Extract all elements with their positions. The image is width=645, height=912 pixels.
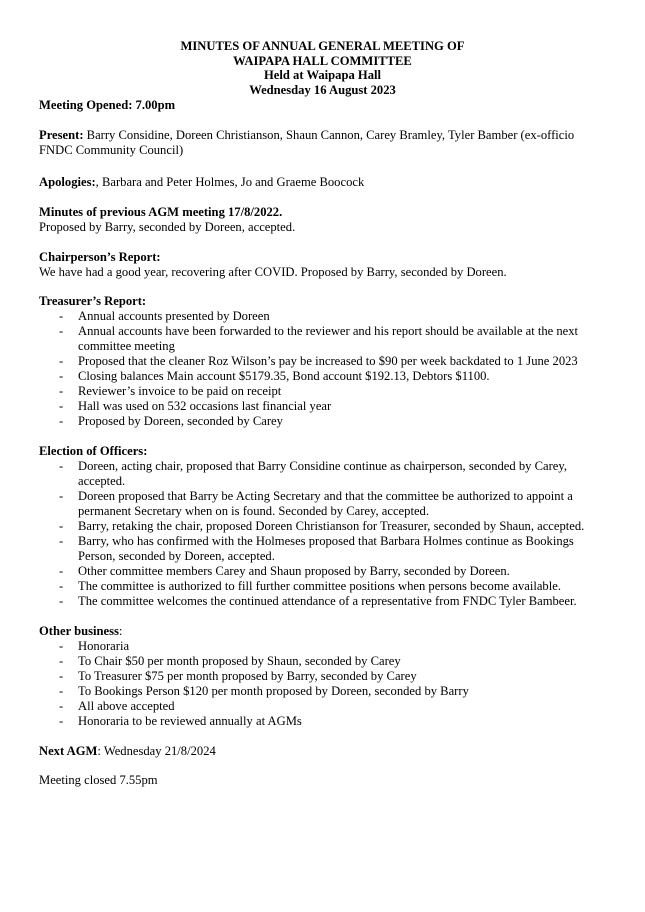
list-item-line: The committee welcomes the continued attendance of a representative from FNDC Tyler Bambeer. [78,594,577,608]
previous-minutes-section [39,205,611,235]
chair-report-text: We have had a good year, recovering after COVID. Proposed by Barry, seconded by Doreen. [39,265,507,279]
list-dash: - [59,714,64,728]
list-item-line: Reviewer’s invoice to be paid on receipt [78,384,282,398]
list-item-line: To Treasurer $75 per month proposed by Barry, seconded by Carey [78,669,417,683]
other-business-section [39,624,611,729]
list-item-line: Closing balances Main account $5179.35, Bond account $192.13, Debtors $1100. [78,369,490,383]
list-dash: - [59,519,64,533]
list-item-line: Doreen proposed that Barry be Acting Secretary and that the committee be authorized to appoint a [78,489,573,503]
list-item [39,324,611,354]
treasurer-report-heading: Treasurer’s Report: [39,294,147,308]
list-item-line: Proposed by Doreen, seconded by Carey [78,414,283,428]
list-item-line: Honoraria [78,639,130,653]
chair-report-heading: Chairperson’s Report: [39,250,161,264]
election-list [39,459,611,609]
list-dash: - [59,579,64,593]
other-business-list [39,639,611,729]
list-item-line: permanent Secretary when on is found. Seconded by Carey, accepted. [78,504,429,518]
present-text-line-2: FNDC Community Council) [39,143,184,157]
list-item-line: Person, seconded by Doreen, accepted. [78,549,275,563]
apologies-label: Apologies: [39,175,96,189]
list-item-line: The committee is authorized to fill further committee positions when persons become available. [78,579,561,593]
list-dash: - [59,354,64,368]
other-business-colon: : [118,624,123,638]
list-dash: - [59,399,64,413]
list-item [39,489,611,519]
list-item [39,579,611,594]
present-section [39,128,611,158]
list-item-line: Other committee members Carey and Shaun proposed by Barry, seconded by Doreen. [78,564,510,578]
list-dash: - [59,309,64,323]
list-item-line: Barry, who has confirmed with the Holmeses proposed that Barbara Holmes continue as Bookings [78,534,574,548]
list-item-line: accepted. [78,474,126,488]
list-item [39,534,611,564]
list-dash: - [59,534,64,548]
list-item [39,369,611,384]
list-item [39,714,611,729]
title-line-1: MINUTES OF ANNUAL GENERAL MEETING OF [180,39,465,53]
list-item-line: To Chair $50 per month proposed by Shaun, seconded by Carey [78,654,401,668]
list-dash: - [59,459,64,473]
next-agm-text: : Wednesday 21/8/2024 [97,744,216,758]
list-dash: - [59,699,64,713]
list-item-line: Annual accounts presented by Doreen [78,309,270,323]
list-dash: - [59,669,64,683]
list-item [39,594,611,609]
list-item [39,699,611,714]
list-item [39,684,611,699]
treasurer-report-list [39,309,611,429]
other-business-heading: Other business [39,624,119,638]
next-agm-section [39,744,611,759]
list-dash: - [59,639,64,653]
list-item [39,564,611,579]
list-item [39,414,611,429]
title-line-4: Wednesday 16 August 2023 [249,82,396,97]
present-label: Present: [39,128,84,142]
list-dash: - [59,564,64,578]
list-item-line: Doreen, acting chair, proposed that Barry Considine continue as chairperson, seconded by Carey, [78,459,567,473]
previous-minutes-heading: Minutes of previous AGM meeting 17/8/2022. [39,205,283,219]
list-item [39,354,611,369]
title-line-3: Held at Waipapa Hall [264,68,381,82]
present-text-line-1: Barry Considine, Doreen Christianson, Shaun Cannon, Carey Bramley, Tyler Bamber (ex-officio [83,128,575,142]
list-item-line: All above accepted [78,699,175,713]
treasurer-report-section [39,294,611,429]
list-item-line: Hall was used on 532 occasions last financial year [78,399,332,413]
document-title [0,39,645,97]
previous-minutes-text: Proposed by Barry, seconded by Doreen, accepted. [39,220,296,234]
list-item [39,459,611,489]
list-dash: - [59,654,64,668]
next-agm-label: Next AGM [39,744,98,758]
list-item-line: Honoraria to be reviewed annually at AGMs [78,714,302,728]
list-dash: - [59,369,64,383]
list-item-line: committee meeting [78,339,175,353]
chair-report-section [39,250,611,280]
apologies-section [39,175,611,190]
list-dash: - [59,489,64,503]
list-item-line: To Bookings Person $120 per month proposed by Doreen, seconded by Barry [78,684,469,698]
election-heading: Election of Officers: [39,444,148,458]
list-item [39,384,611,399]
apologies-text: , Barbara and Peter Holmes, Jo and Graeme Boocock [95,175,365,189]
list-item-line: Annual accounts have been forwarded to the reviewer and his report should be available at the next [78,324,579,338]
list-item [39,309,611,324]
list-item-line: Proposed that the cleaner Roz Wilson’s pay be increased to $90 per week backdated to 1 June 2023 [78,354,578,368]
meeting-closed: Meeting closed 7.55pm [39,773,158,787]
list-item [39,669,611,684]
meeting-opened: Meeting Opened: 7.00pm [39,98,176,112]
list-dash: - [59,384,64,398]
list-item-line: Barry, retaking the chair, proposed Doreen Christianson for Treasurer, seconded by Shaun, accepted. [78,519,585,533]
title-line-2: WAIPAPA HALL COMMITTEE [233,53,412,68]
list-item [39,654,611,669]
list-item [39,399,611,414]
list-item [39,639,611,654]
list-dash: - [59,324,64,338]
list-dash: - [59,414,64,428]
list-dash: - [59,684,64,698]
list-item [39,519,611,534]
election-section [39,444,611,609]
list-dash: - [59,594,64,608]
